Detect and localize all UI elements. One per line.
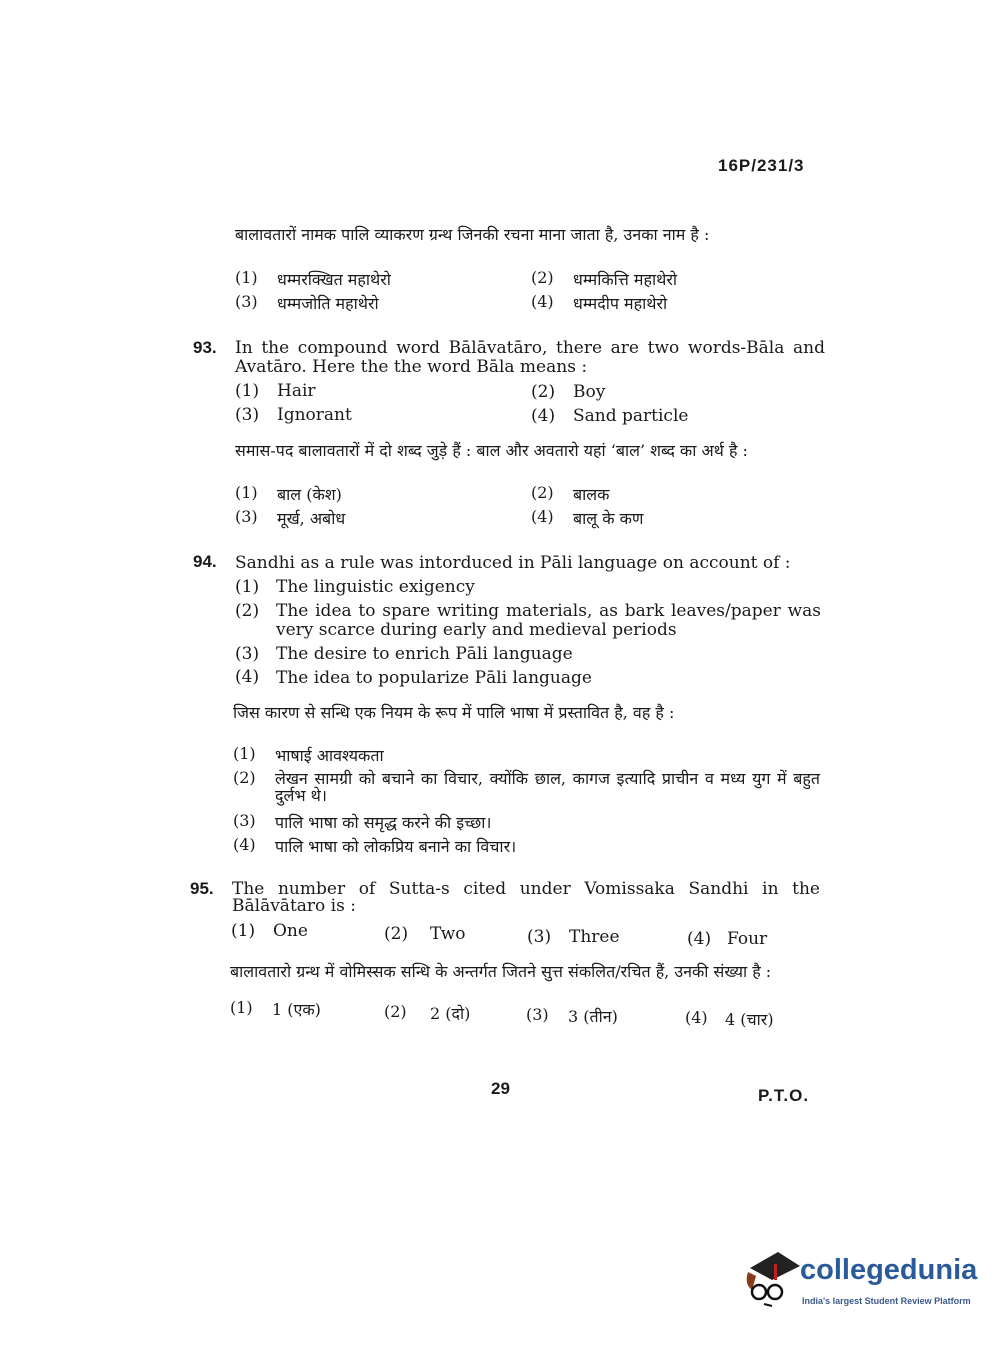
question-hindi-text: समास-पद बालावतारों में दो शब्द जुड़े हैं : बाल और अवतारो यहां ‘बाल’ शब्द का अर्थ है : (235, 441, 748, 460)
q92-hindi-text: बालावतारों नामक पालि व्याकरण ग्रन्थ जिनकी रचना माना जाता है, उनका नाम है : (235, 225, 710, 244)
option-number: (2) (531, 268, 554, 287)
option-number: (3) (233, 811, 256, 830)
option-number: (3) (235, 292, 258, 311)
option-text: Boy (573, 382, 606, 402)
option-number: (1) (233, 744, 256, 763)
option-number: (1) (235, 268, 258, 287)
option-number: (4) (233, 835, 256, 854)
option-text: धम्मजोति महाथेरो (277, 294, 379, 313)
option-number: (1) (235, 381, 260, 401)
option-text: 2 (दो) (430, 1004, 471, 1023)
option-text: पालि भाषा को समृद्ध करने की इच्छा। (275, 813, 492, 832)
option-text: 1 (एक) (272, 1000, 321, 1019)
option-number: (3) (526, 1005, 549, 1024)
question-hindi-text: जिस कारण से सन्धि एक नियम के रूप में पालि भाषा में प्रस्तावित है, वह है : (233, 703, 675, 722)
option-text: One (273, 921, 308, 941)
question-number: 93. (193, 338, 217, 357)
brand-tagline: India's largest Student Review Platform (802, 1296, 971, 1306)
option-text: धम्मरक्खित महाथेरो (277, 270, 391, 289)
option-text: बाल (केश) (277, 485, 342, 504)
brand-name: collegedunia (800, 1254, 978, 1286)
option-text: Four (727, 929, 768, 949)
question-number: 95. (190, 879, 214, 898)
question-text: The number of Sutta-s cited under Vomissaka Sandhi in the Bālāvātaro is : (232, 879, 820, 916)
option-number: (2) (531, 483, 554, 502)
mascot-icon (742, 1250, 800, 1310)
option-text: The idea to spare writing materials, as bark leaves/paper was very scarce during early and medieval periods (276, 601, 821, 640)
question-text: Sandhi as a rule was intorduced in Pāli language on account of : (235, 553, 791, 573)
option-text: 3 (तीन) (568, 1007, 618, 1026)
option-text: भाषाई आवश्यकता (275, 746, 384, 765)
option-text: धम्मदीप महाथेरो (573, 294, 668, 313)
option-number: (3) (235, 507, 258, 526)
option-number: (2) (233, 768, 256, 787)
question-number: 94. (193, 552, 217, 571)
option-text: 4 (चार) (725, 1010, 774, 1029)
option-number: (2) (235, 601, 260, 621)
option-number: (4) (685, 1008, 708, 1027)
option-text: लेखन सामग्री को बचाने का विचार, क्योंकि छाल, कागज इत्यादि प्राचीन व मध्य युग में बहुत दुर्लभ थे। (275, 769, 820, 805)
option-number: (2) (384, 1002, 407, 1021)
option-number: (3) (527, 927, 552, 947)
option-text: Ignorant (277, 405, 352, 425)
option-text: Two (430, 924, 466, 944)
option-number: (4) (531, 292, 554, 311)
option-text: बालू के कण (573, 509, 644, 528)
page-number: 29 (491, 1079, 510, 1098)
option-text: Three (569, 927, 620, 947)
collegedunia-logo (742, 1250, 978, 1320)
option-text: The linguistic exigency (276, 577, 475, 597)
option-number: (1) (235, 577, 260, 597)
option-text: The desire to enrich Pāli language (276, 644, 573, 664)
option-number: (4) (531, 406, 556, 426)
option-number: (1) (230, 998, 253, 1017)
question-text: In the compound word Bālāvatāro, there are two words-Bāla and Avatāro. Here the the word Bāla means : (235, 338, 825, 377)
option-number: (1) (235, 483, 258, 502)
option-number: (3) (235, 405, 260, 425)
option-text: मूर्ख, अबोध (277, 509, 346, 528)
option-text: बालक (573, 485, 610, 504)
option-number: (1) (231, 921, 256, 941)
option-text: Sand particle (573, 406, 689, 426)
option-text: पालि भाषा को लोकप्रिय बनाने का विचार। (275, 837, 517, 856)
pto-label: P.T.O. (758, 1086, 810, 1105)
option-number: (2) (531, 382, 556, 402)
paper-code: 16P/231/3 (718, 156, 805, 175)
option-text: धम्मकित्ति महाथेरो (573, 270, 678, 289)
option-number: (3) (235, 644, 260, 664)
option-number: (4) (235, 667, 260, 687)
option-text: Hair (277, 381, 316, 401)
option-text: The idea to popularize Pāli language (276, 668, 592, 688)
option-number: (2) (384, 924, 409, 944)
option-number: (4) (687, 929, 712, 949)
option-number: (4) (531, 507, 554, 526)
question-hindi-text: बालावतारो ग्रन्थ में वोमिस्सक सन्धि के अन्तर्गत जितने सुत्त संकलित/रचित हैं, उनकी संख्या है : (230, 962, 772, 981)
